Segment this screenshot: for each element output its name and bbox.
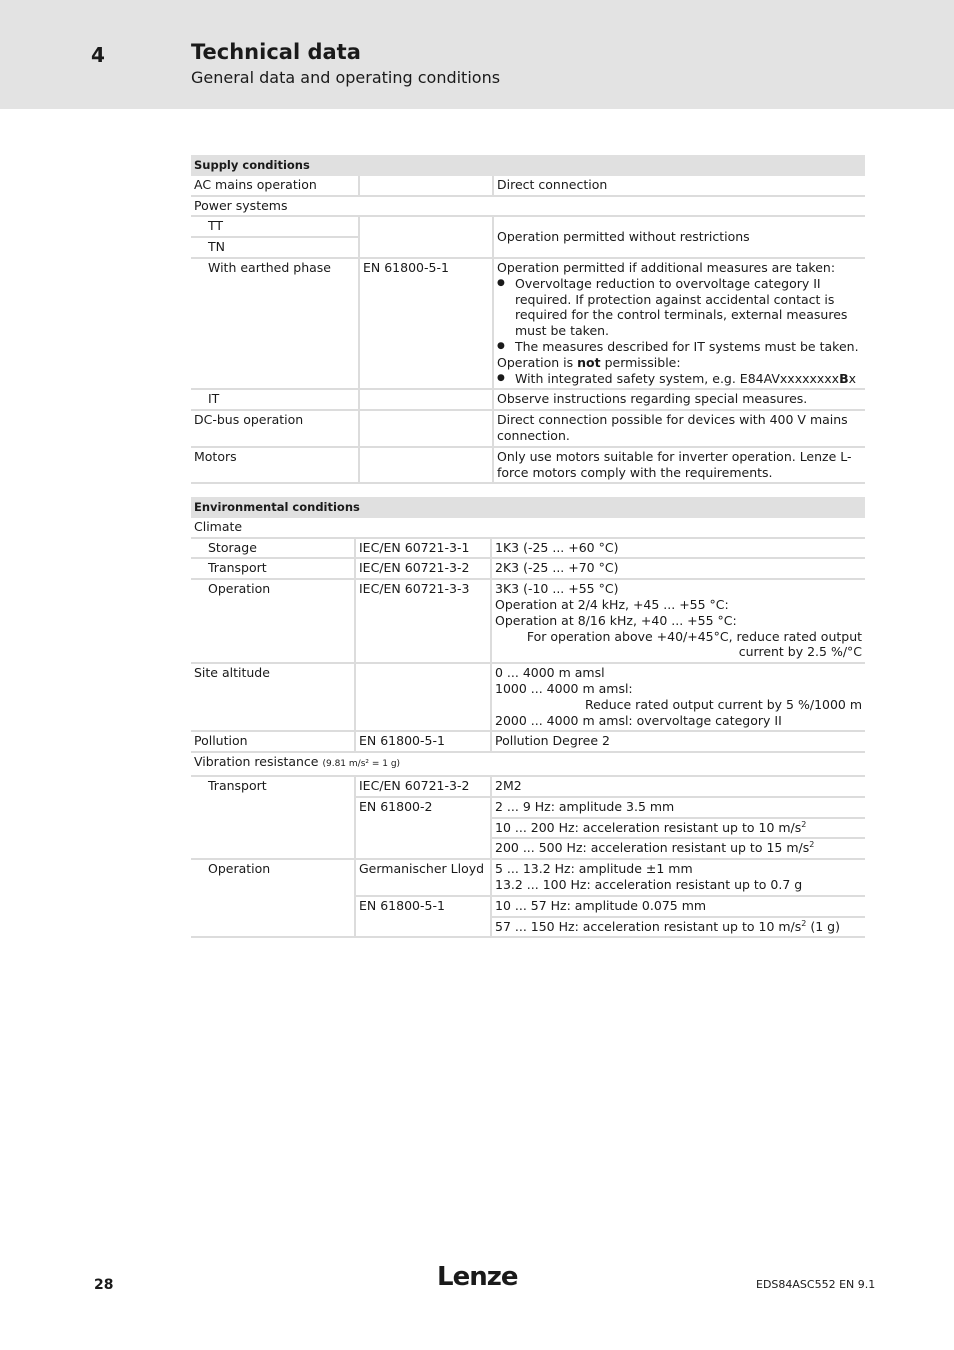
row-standard bbox=[359, 216, 493, 258]
row-value: 10 ... 200 Hz: acceleration resistant up to 10 $m/s^2$ bbox=[491, 818, 865, 839]
row-standard: Germanischer Lloyd bbox=[355, 859, 491, 896]
row-label: Operation bbox=[191, 859, 355, 937]
row-value: 200 ... 500 Hz: acceleration resistant up to 15 $m/s^2$ bbox=[491, 838, 865, 859]
document-id: EDS84ASC552 EN 9.1 bbox=[756, 1278, 876, 1291]
earthed-intro: Operation permitted if additional measures are taken: bbox=[497, 259, 836, 275]
value-line: 1000 ... 4000 m amsl: bbox=[495, 680, 633, 696]
row-standard: EN 61800-2 bbox=[355, 797, 491, 859]
row-label: TN bbox=[191, 237, 359, 258]
row-value: Observe instructions regarding special measures. bbox=[493, 389, 865, 410]
table-row bbox=[191, 447, 865, 484]
row-standard: EN 61800-5-1 bbox=[355, 731, 491, 752]
row-label: TT bbox=[208, 218, 224, 234]
value-line: 3K3 (-10 ... +55 °C) bbox=[495, 581, 619, 597]
row-value: 2K3 (-25 ... +70 °C) bbox=[491, 558, 865, 579]
table-row bbox=[191, 196, 865, 217]
row-value: 10 ... 57 Hz: amplitude 0.075 mm bbox=[491, 896, 865, 917]
row-standard: IEC/EN 60721-3-3 bbox=[355, 579, 491, 663]
row-label: Climate bbox=[191, 518, 865, 538]
row-label: Site altitude bbox=[191, 663, 355, 731]
row-standard bbox=[359, 447, 493, 484]
row-label: AC mains operation bbox=[191, 176, 359, 196]
row-label: Storage bbox=[191, 538, 355, 559]
value-line: 0 ... 4000 m amsl bbox=[495, 665, 605, 681]
lenze-logo: Lenze bbox=[437, 1262, 518, 1292]
row-value: 1K3 (-25 ... +60 °C) bbox=[491, 538, 865, 559]
row-label: Transport bbox=[191, 776, 355, 859]
table-row bbox=[191, 216, 865, 237]
section-heading: Supply conditions bbox=[191, 155, 865, 176]
bullet-icon: ● bbox=[497, 372, 505, 383]
value-line: Operation at 2/4 kHz, +45 ... +55 °C: bbox=[495, 596, 729, 612]
supply-conditions-table bbox=[191, 155, 865, 484]
row-label: Motors bbox=[191, 447, 359, 484]
environmental-conditions-table bbox=[191, 497, 865, 938]
row-value: 2M2 bbox=[491, 776, 865, 797]
bullet-icon: ● bbox=[497, 277, 505, 288]
table-row bbox=[191, 579, 865, 663]
table-section-header bbox=[191, 155, 865, 176]
table-row bbox=[191, 176, 865, 196]
header-band bbox=[0, 0, 954, 109]
row-standard: IEC/EN 60721-3-2 bbox=[355, 558, 491, 579]
row-value bbox=[491, 859, 865, 896]
row-standard bbox=[359, 410, 493, 447]
row-value: 2 ... 9 Hz: amplitude 3.5 mm bbox=[491, 797, 865, 818]
row-label: Power systems bbox=[191, 196, 865, 217]
row-value: Direct connection bbox=[493, 176, 865, 196]
row-value: Direct connection possible for devices with 400 V mains connection. bbox=[493, 410, 865, 447]
bullet-item bbox=[497, 371, 862, 387]
row-label: With earthed phase bbox=[191, 258, 359, 389]
chapter-title: Technical data bbox=[191, 40, 361, 64]
table-row bbox=[191, 663, 865, 731]
bullet-icon: ● bbox=[497, 340, 505, 351]
table-row bbox=[191, 558, 865, 579]
row-value bbox=[493, 258, 865, 389]
table-row bbox=[191, 389, 865, 410]
table-row bbox=[191, 410, 865, 447]
earthed-not-permissible: Operation is not permissible: bbox=[497, 354, 681, 370]
chapter-number: 4 bbox=[91, 43, 105, 67]
row-value bbox=[491, 579, 865, 663]
bullet-text: With integrated safety system, e.g. E84AVxxxxxxxxBx bbox=[515, 370, 857, 386]
table-row bbox=[191, 776, 865, 797]
bullet-item bbox=[497, 276, 862, 339]
row-label: Pollution bbox=[191, 731, 355, 752]
value-line: Operation at 8/16 kHz, +40 ... +55 °C: bbox=[495, 612, 737, 628]
row-standard: IEC/EN 60721-3-1 bbox=[355, 538, 491, 559]
row-value: Operation permitted without restrictions bbox=[493, 216, 865, 258]
row-label: Operation bbox=[191, 579, 355, 663]
value-line: 13.2 ... 100 Hz: acceleration resistant up to 0.7 g bbox=[495, 876, 803, 892]
bullet-item bbox=[497, 339, 862, 355]
bullet-text: Overvoltage reduction to overvoltage category II required. If protection against accidental contact is required for the control terminals, external measures must be taken. bbox=[515, 275, 848, 339]
vibration-note: (9.81 m/s² = 1 g) bbox=[322, 759, 401, 770]
table-row bbox=[191, 752, 865, 776]
bullet-text: The measures described for IT systems must be taken. bbox=[515, 338, 859, 354]
table-row bbox=[191, 258, 865, 389]
value-line: 2000 ... 4000 m amsl: overvoltage category II bbox=[495, 712, 782, 728]
row-value: Pollution Degree 2 bbox=[491, 731, 865, 752]
value-line: For operation above +40/+45°C, reduce rated output current by 2.5 %/°C bbox=[526, 628, 863, 660]
row-label: Transport bbox=[191, 558, 355, 579]
section-heading: Environmental conditions bbox=[191, 497, 865, 518]
table-row bbox=[191, 518, 865, 538]
table-row bbox=[191, 731, 865, 752]
row-standard: EN 61800-5-1 bbox=[359, 258, 493, 389]
row-value: 57 ... 150 Hz: acceleration resistant up to 10 $m/s^2$ (1 g) bbox=[491, 917, 865, 938]
chapter-subtitle: General data and operating conditions bbox=[191, 68, 501, 87]
row-value: Only use motors suitable for inverter operation. Lenze L-force motors comply with the requirements. bbox=[493, 447, 865, 484]
row-standard bbox=[359, 176, 493, 196]
table-row bbox=[191, 859, 865, 896]
row-standard: EN 61800-5-1 bbox=[355, 896, 491, 938]
row-standard bbox=[355, 663, 491, 731]
row-label: DC-bus operation bbox=[191, 410, 359, 447]
row-standard bbox=[359, 389, 493, 410]
row-value bbox=[491, 663, 865, 731]
table-row bbox=[191, 538, 865, 559]
row-label: IT bbox=[191, 389, 359, 410]
page-number: 28 bbox=[94, 1277, 114, 1293]
value-line: 5 ... 13.2 Hz: amplitude ±1 mm bbox=[495, 861, 693, 877]
value-line: Reduce rated output current by 5 %/1000 m bbox=[584, 696, 863, 712]
row-standard: IEC/EN 60721-3-2 bbox=[355, 776, 491, 797]
row-label: Vibration resistance (9.81 m/s² = 1 g) bbox=[191, 752, 865, 776]
table-section-header bbox=[191, 497, 865, 518]
